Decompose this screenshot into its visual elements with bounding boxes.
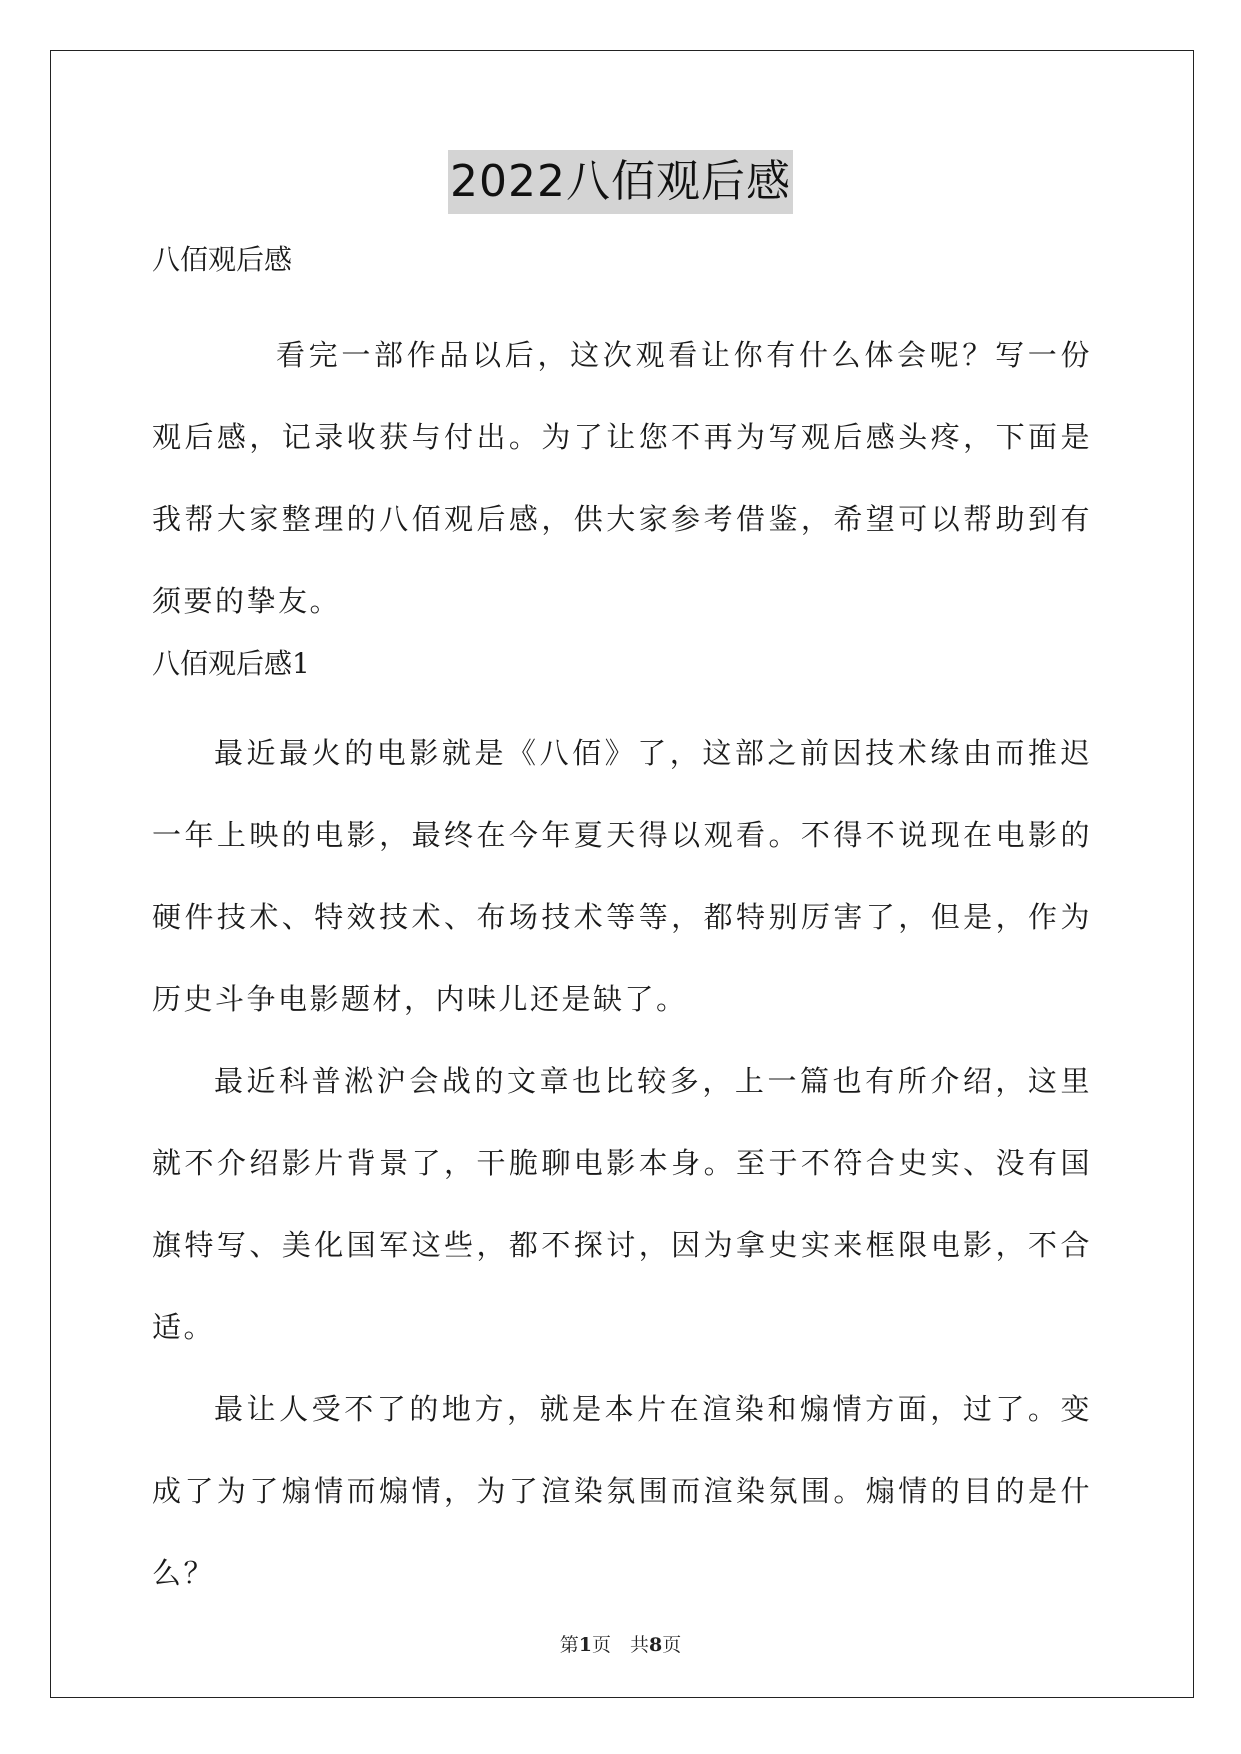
body-paragraph-2: 最近科普淞沪会战的文章也比较多，上一篇也有所介绍，这里就不介绍影片背景了，干脆聊电影本身。至于不符合史实、没有国旗特写、美化国军这些，都不探讨，因为拿史实来框限电影，不合适。	[152, 1064, 1092, 1344]
title-container	[0, 150, 1241, 214]
body-paragraph-3: 最让人受不了的地方，就是本片在渲染和煽情方面，过了。变成了为了煽情而煽情，为了渲染氛围而渲染氛围。煽情的目的是什么？	[152, 1392, 1092, 1590]
footer-suffix: 页	[662, 1634, 682, 1656]
intro-paragraph: 看完一部作品以后，这次观看让你有什么体会呢？写一份观后感，记录收获与付出。为了让您不再为写观后感头疼，下面是我帮大家整理的八佰观后感，供大家参考借鉴，希望可以帮助到有须要的挚友。	[152, 338, 1092, 618]
current-page-number: 1	[578, 1634, 592, 1656]
footer-prefix: 第	[559, 1634, 579, 1656]
document-title: 2022八佰观后感	[448, 150, 793, 214]
total-pages-number: 8	[649, 1634, 663, 1656]
page-footer	[0, 1630, 1241, 1657]
main-heading: 八佰观后感	[152, 243, 293, 276]
section-heading: 八佰观后感1	[152, 647, 310, 680]
body-paragraph-1: 最近最火的电影就是《八佰》了，这部之前因技术缘由而推迟一年上映的电影，最终在今年夏天得以观看。不得不说现在电影的硬件技术、特效技术、布场技术等等，都特别厉害了，但是，作为历史斗争电影题材，内味儿还是缺了。	[152, 736, 1092, 1016]
document-body	[152, 238, 1092, 1614]
footer-middle: 页 共	[591, 1634, 649, 1656]
